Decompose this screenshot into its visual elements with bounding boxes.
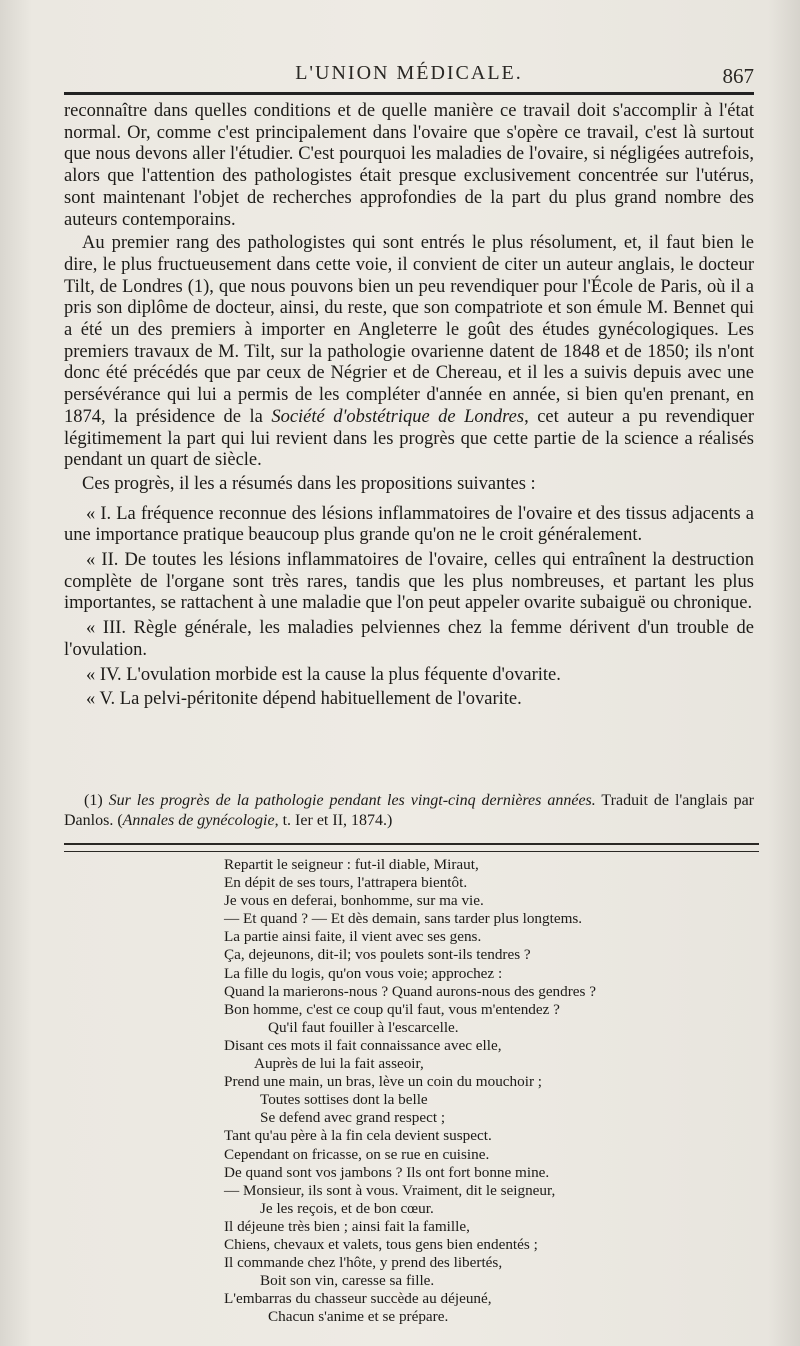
footnote-text: Traduit de l'anglais par Danlos. ( [64, 792, 754, 829]
page-number: 867 [722, 64, 754, 88]
poem-line: Il déjeune très bien ; ainsi fait la famille, [224, 1217, 470, 1235]
poem-line: Quand la marierons-nous ? Quand aurons-nous des gendres ? [224, 982, 596, 1000]
poem-line: L'embarras du chasseur succède au déjeuné, [224, 1290, 492, 1308]
poem [224, 856, 664, 1326]
poem-line: — Monsieur, ils sont à vous. Vraiment, dit le seigneur, [224, 1181, 556, 1199]
paragraph-2-text: Au premier rang des pathologistes qui sont entrés le plus résolument, et, il faut bien le dire, le plus fructueusement dans cette voie, il convient de citer un auteur anglais, le docteur Tilt, de Londres (1), que nous pouvons bien un peu revendiquer pour l'École de Paris, où il a pris son diplôme de docteur, ainsi, du reste, que son compatriote et son émule M. Bennet qui a été un des premiers à importer en Angleterre le goût des études gynécologiques. Les premiers travaux de M. Tilt, sur la pathologie ovarienne datent de 1848 et de 1850; ils n'ont donc été précédés que par ceux de Négrier et de Chereau, et il les a suivis depuis avec une persévérance qui lui a permis de les compléter d'année en année, si bien qu'en prenant, en 1874, la présidence de la [64, 233, 754, 427]
paragraph-1: reconnaître dans quelles conditions et de quelle manière ce travail doit s'accomplir à l'état normal. Or, comme c'est principalement dans l'ovaire que s'opère ce travail, c'est là surtout que nous devons aller l'étudier. C'est pourquoi les maladies de l'ovaire, si négligées autrefois, alors que l'attention des pathologistes était presque exclusivement concentrée sur l'utérus, sont maintenant l'objet de recherches approfondies de la part du plus grand nombre des auteurs contemporains. [64, 101, 754, 230]
poem-line: Disant ces mots il fait connaissance avec elle, [224, 1036, 502, 1054]
poem-line: Chiens, chevaux et valets, tous gens bien endentés ; [224, 1235, 538, 1253]
header-rule [64, 92, 754, 95]
poem-line: Prend une main, un bras, lève un coin du mouchoir ; [224, 1073, 543, 1091]
poem-line: — Et quand ? — Et dès demain, sans tarder plus longtems. [224, 910, 583, 928]
paragraph-3: Ces progrès, il les a résumés dans les propositions suivantes : [82, 473, 536, 494]
poem-line: Se defend avec grand respect ; [260, 1109, 446, 1127]
proposition-4: « IV. L'ovulation morbide est la cause la plus féquente d'ovarite. [86, 664, 561, 685]
feuilleton-rule [64, 843, 759, 852]
poem-line: Je vous en deferai, bonhomme, sur ma vie. [224, 892, 484, 910]
poem-line: Boit son vin, caresse sa fille. [260, 1272, 435, 1290]
poem-line: Cependant on fricasse, on se rue en cuisine. [224, 1145, 490, 1163]
poem-line: Toutes sottises dont la belle [260, 1091, 428, 1109]
running-title: L'UNION MÉDICALE. [295, 62, 523, 84]
footnote [64, 791, 754, 831]
footnote-marker: (1) [84, 792, 103, 809]
poem-line: Auprès de lui la fait asseoir, [254, 1055, 424, 1073]
poem-line: Repartit le seigneur : fut-il diable, Miraut, [224, 856, 479, 873]
footnote-tail: , t. Ier et II, 1874.) [274, 812, 393, 829]
poem-line: Qu'il faut fouiller à l'escarcelle. [268, 1018, 459, 1036]
paragraph-2 [64, 233, 754, 472]
poem-line: Bon homme, c'est ce coup qu'il faut, vous m'entendez ? [224, 1000, 560, 1018]
poem-line: Chacun s'anime et se prépare. [268, 1308, 449, 1326]
page-header [64, 58, 754, 88]
poem-line: Tant qu'au père à la fin cela devient suspect. [224, 1127, 492, 1145]
footnote-source: Annales de gynécologie [122, 812, 275, 829]
article-body [64, 101, 754, 711]
poem-line: Il commande chez l'hôte, y prend des libertés, [224, 1254, 503, 1272]
poem-line: En dépit de ses tours, l'attrapera bientôt. [224, 874, 468, 892]
poem-line: La fille du logis, qu'on vous voie; approchez : [224, 964, 503, 982]
proposition-5: « V. La pelvi-péritonite dépend habituellement de l'ovarite. [86, 689, 522, 710]
society-name: Société d'obstétrique de Londres [271, 406, 525, 427]
poem-line: Je les reçois, et de bon cœur. [260, 1199, 434, 1217]
paragraph-2-tail: , cet auteur a pu revendiquer légitimement la part qui lui revient dans les progrès que cette partie de la science a réalisés pendant un quart de siècle. [64, 406, 754, 471]
poem-line: La partie ainsi faite, il vient avec ses gens. [224, 928, 482, 946]
poem-line: Ça, dejeunons, dit-il; vos poulets sont-ils tendres ? [224, 946, 531, 964]
footnote-title: Sur les progrès de la pathologie pendant les vingt-cinq dernières années. [108, 792, 596, 809]
poem-line: De quand sont vos jambons ? Ils ont fort bonne mine. [224, 1163, 550, 1181]
proposition-3: « III. Règle générale, les maladies pelviennes chez la femme dérivent d'un trouble de l'ovulation. [64, 618, 754, 660]
proposition-2: « II. De toutes les lésions inflammatoires de l'ovaire, celles qui entraînent la destruction complète de l'organe sont très rares, tandis que les plus nombreuses, et partant les plus importantes, se rattachent à une maladie que l'on peut appeler ovarite subaiguë ou chronique. [64, 550, 754, 614]
proposition-1: « I. La fréquence reconnue des lésions inflammatoires de l'ovaire et des tissus adjacents a une importance pratique beaucoup plus grande qu'on ne le croit généralement. [64, 503, 754, 546]
